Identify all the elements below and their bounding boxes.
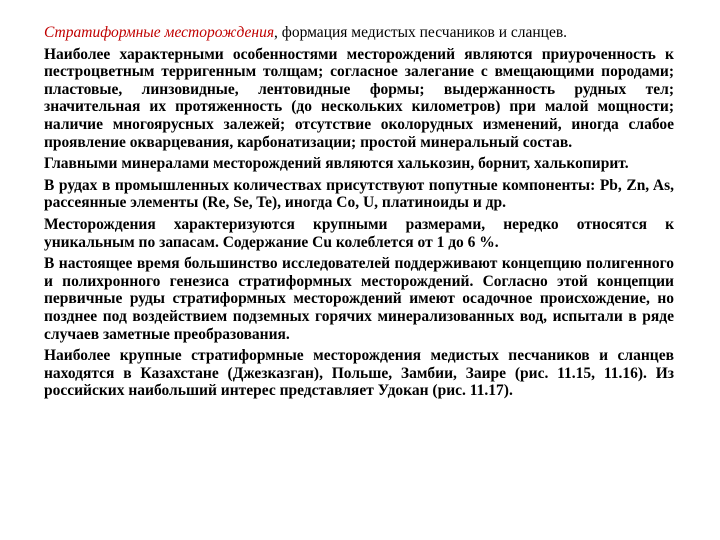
- paragraph-deposits: Наиболее крупные стратиформные месторождения медистых песчаников и сланцев находятся в Казахстане (Джезказган), Польше, Замбии, Заире (рис. 11.15, 11.16). Из российских наибольший интерес представляет Удокан (рис. 11.17).: [44, 347, 674, 400]
- intro-paragraph: [44, 24, 674, 42]
- paragraph-minerals: Главными минералами месторождений являются халькозин, борнит, халькопирит.: [44, 155, 629, 173]
- paragraph-genesis: В настоящее время большинство исследователей поддерживают концепцию полигенного и полихронного генезиса стратиформных месторождений. Согласно этой концепции первичные руды стратиформных месторождений имеют осадочное происхождение, но позднее под воздействием подземных горячих минерализованных вод, испытали в ряде случаев заметные преобразования.: [44, 255, 674, 343]
- slide-title: Стратиформные месторождения: [44, 24, 275, 41]
- paragraph-size: Месторождения характеризуются крупными размерами, нередко относятся к уникальным по запасам. Содержание Cu колеблется от 1 до 6 %.: [44, 215, 674, 251]
- paragraph-features: Наиболее характерными особенностями месторождений являются приуроченность к пестроцветным терригенным толщам; согласное залегание с вмещающими породами; пластовые, линзовидные, лентовидные формы; выдержанность рудных тел; значительная их протяженность (до нескольких километров) при малой мощности; наличие многоярусных залежей; отсутствие околорудных изменений, иногда слабое проявление окварцевания, карбонатизации; простой минеральный состав.: [44, 45, 674, 151]
- paragraph-components: В рудах в промышленных количествах присутствуют попутные компоненты: Pb, Zn, As, рассеянные элементы (Re, Se, Te), иногда Co, U, платиноиды и др.: [44, 176, 674, 212]
- slide-body: [44, 24, 674, 404]
- intro-text: , формация медистых песчаников и сланцев.: [274, 24, 568, 41]
